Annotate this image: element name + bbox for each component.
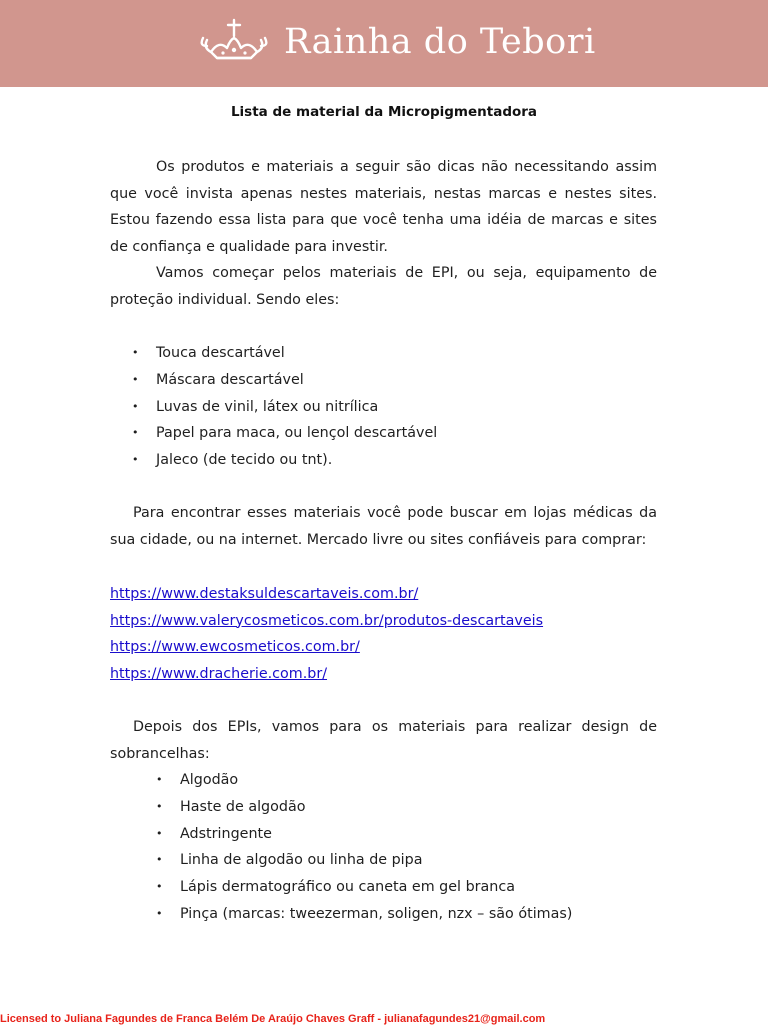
epi-paragraph: Vamos começar pelos materiais de EPI, ou seja, equipamento de proteção individual. Sendo eles: — [110, 265, 657, 308]
bullet-icon: • — [156, 853, 163, 867]
list-item — [110, 634, 543, 661]
where-to-buy-paragraph: Para encontrar esses materiais você pode buscar em lojas médicas da sua cidade, ou na internet. Mercado livre ou sites confiáveis para comprar: — [110, 505, 657, 548]
list-item-label: Jaleco (de tecido ou tnt). — [156, 452, 333, 469]
list-item-label: Linha de algodão ou linha de pipa — [180, 852, 423, 869]
bullet-icon: • — [156, 773, 163, 786]
shop-link-destaksul[interactable]: https://www.destaksuldescartaveis.com.br/ — [110, 586, 419, 602]
brand-name: Rainha do Tebori — [284, 22, 596, 62]
license-footer: Licensed to Juliana Fagundes de Franca Belém De Araújo Chaves Graff - julianafagundes21@gmail.com — [0, 1013, 546, 1025]
bullet-icon: • — [156, 799, 163, 813]
list-item — [110, 581, 543, 608]
list-item-label: Papel para maca, ou lençol descartável — [156, 425, 438, 442]
bullet-icon: • — [132, 399, 139, 413]
crown-cross-icon — [197, 18, 271, 64]
list-item-label: Máscara descartável — [156, 371, 304, 388]
list-item — [156, 901, 572, 928]
list-item — [156, 767, 572, 794]
bullet-icon: • — [132, 426, 139, 440]
list-item — [156, 821, 572, 848]
list-item — [110, 661, 543, 688]
bullet-icon: • — [132, 346, 139, 359]
shop-link-dracherie[interactable]: https://www.dracherie.com.br/ — [110, 665, 328, 682]
list-item — [110, 608, 543, 635]
list-item-label: Luvas de vinil, látex ou nitrílica — [156, 398, 379, 415]
design-list — [156, 767, 572, 928]
bullet-icon: • — [132, 372, 139, 386]
list-item-label: Lápis dermatográfico ou caneta em gel branca — [180, 879, 515, 896]
shop-links-list — [110, 581, 543, 687]
list-item — [132, 367, 437, 394]
list-item-label: Algodão — [180, 772, 239, 788]
list-item — [132, 420, 437, 447]
list-item — [156, 794, 572, 821]
design-paragraph: Depois dos EPIs, vamos para os materiais para realizar design de sobrancelhas: — [110, 719, 657, 762]
shop-link-valery[interactable]: https://www.valerycosmeticos.com.br/produtos-descartaveis — [110, 612, 544, 629]
bullet-icon: • — [132, 453, 139, 467]
list-item — [156, 874, 572, 901]
list-item — [132, 447, 437, 474]
bullet-icon: • — [156, 880, 163, 894]
list-item — [132, 394, 437, 421]
epi-list — [132, 340, 437, 474]
shop-link-ewcosmeticos[interactable]: https://www.ewcosmeticos.com.br/ — [110, 639, 360, 656]
bullet-icon: • — [156, 906, 163, 920]
list-item-label: Pinça (marcas: tweezerman, soligen, nzx – são ótimas) — [180, 905, 573, 922]
document-title: Lista de material da Micropigmentadora — [230, 104, 538, 120]
list-item-label: Touca descartável — [156, 345, 285, 361]
list-item — [156, 847, 572, 874]
bullet-icon: • — [156, 826, 163, 840]
header-banner — [0, 0, 768, 87]
list-item-label: Haste de algodão — [180, 798, 306, 815]
list-item — [132, 340, 437, 367]
intro-paragraph: Os produtos e materiais a seguir são dicas não necessitando assim que você invista apenas nestes materiais, nestas marcas e nestes sites. Estou fazendo essa lista para que você tenha uma idéia de marcas e sites de confiança e qualidade para investir. — [110, 159, 657, 255]
list-item-label: Adstringente — [180, 825, 272, 842]
